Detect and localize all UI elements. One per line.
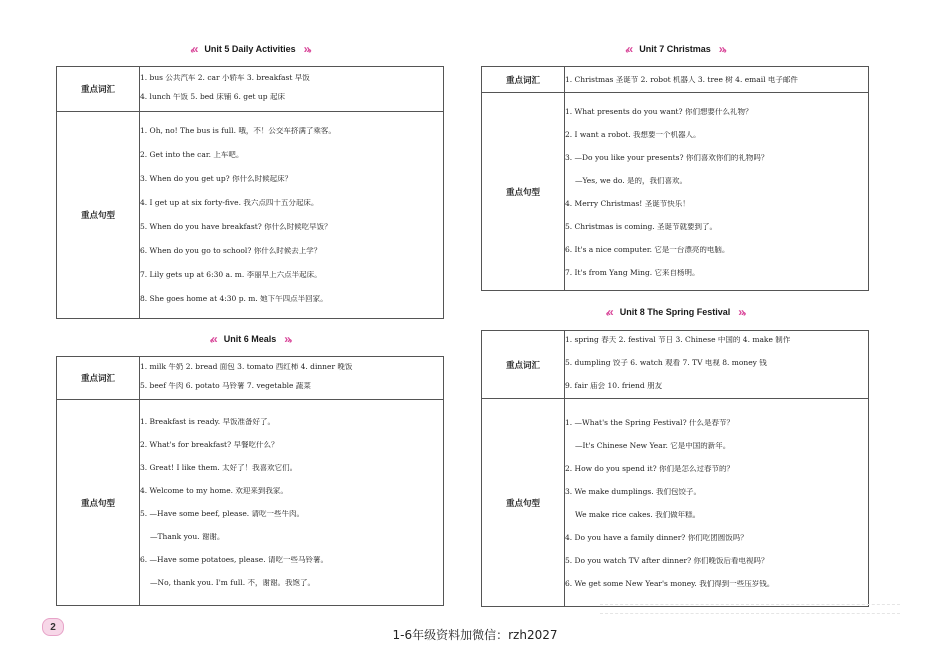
sentence-line: 6. When do you go to school? 你什么时候去上学？ [140,247,322,255]
page-number-badge: 2 [42,618,64,636]
double-chevron-left-icon: ‹‹« [605,305,612,319]
sentence-line: —No, thank you. I'm full. 不，谢谢。我饱了。 [150,579,315,587]
unit7-sentence-label: 重点句型 [482,93,565,291]
double-chevron-left-icon: ‹‹« [190,42,197,56]
unit5-vocab-cell [140,67,444,112]
sentence-line: We make rice cakes. 我们做年糕。 [575,511,701,519]
sentence-line: 2. What's for breakfast? 早餐吃什么？ [140,441,279,449]
unit8-vocab-row [482,331,869,399]
sentence-line: 2. How do you spend it? 你们是怎么过春节的？ [565,465,734,473]
unit6-vocab-row [57,357,444,400]
sentence-line: 8. She goes home at 4:30 p. m. 她下午四点半回家。 [140,295,328,303]
unit8-vocab-cell [565,331,869,399]
unit5-sentence-label: 重点句型 [57,112,140,319]
vocab-line: 5. beef 牛肉 6. potato 马铃薯 7. vegetable 蔬菜 [140,381,311,390]
unit6-table [56,356,444,606]
sentence-line: 1. —What's the Spring Festival? 什么是春节？ [565,419,734,427]
sentence-line: 6. —Have some potatoes, please. 请吃一些马铃薯。 [140,556,328,564]
double-chevron-right-icon: »›› [303,42,310,56]
unit5-table [56,66,444,319]
sentence-line: 5. Do you watch TV after dinner? 你们晚饭后看电视吗？ [565,557,769,565]
sentence-line: 2. Get into the car. 上车吧。 [140,151,244,159]
sentence-line: 1. Breakfast is ready. 早饭准备好了。 [140,418,276,426]
vocab-line: 1. bus 公共汽车 2. car 小轿车 3. breakfast 早饭 [140,73,310,82]
unit8-table [481,330,869,607]
footer-note: 1-6年级资料加微信：rzh2027 [392,628,558,642]
sentence-line: 7. Lily gets up at 6:30 a. m. 李丽早上六点半起床。 [140,271,322,279]
unit8-sentence-cell [565,399,869,607]
sentence-line: 5. When do you have breakfast? 你什么时候吃早饭？ [140,223,332,231]
decorative-divider [600,604,900,614]
vocab-line: 1. Christmas 圣诞节 2. robot 机器人 3. tree 树 4. email 电子邮件 [565,75,798,84]
double-chevron-left-icon: ‹‹« [625,42,632,56]
sentence-line: 4. I get up at six forty-five. 我六点四十五分起床。 [140,199,319,207]
sentence-line: 7. It's from Yang Ming. 它来自杨明。 [565,269,700,277]
sentence-line: 6. We get some New Year's money. 我们得到一些压岁钱。 [565,580,775,588]
sentence-line: 1. Oh, no! The bus is full. 哦，不！公交车挤满了乘客。 [140,127,336,135]
unit7-title [481,42,869,56]
unit8-title-text: Unit 8 The Spring Festival [619,307,731,317]
unit5-title [56,42,444,56]
sentence-line: 3. When do you get up? 你什么时候起床？ [140,175,293,183]
vocab-line: 9. fair 庙会 10. friend 朋友 [565,381,663,390]
unit7-sentence-row [482,93,869,291]
unit6-vocab-label: 重点词汇 [57,357,140,400]
unit6-vocab-cell [140,357,444,400]
sentence-line: —It's Chinese New Year. 它是中国的新年。 [575,442,731,450]
unit8-sentence-label: 重点句型 [482,399,565,607]
unit7-sentence-cell [565,93,869,291]
unit8-sentence-row [482,399,869,607]
unit6-title-text: Unit 6 Meals [223,334,277,344]
unit7-vocab-row [482,67,869,93]
sentence-line: 5. Christmas is coming. 圣诞节就要到了。 [565,223,718,231]
unit5-sentence-row [57,112,444,319]
unit7-vocab-cell [565,67,869,93]
sentence-line: —Yes, we do. 是的，我们喜欢。 [575,177,688,185]
unit6-sentence-cell [140,400,444,606]
unit6-title [56,332,444,346]
double-chevron-right-icon: »›› [284,332,291,346]
unit5-vocab-label: 重点词汇 [57,67,140,112]
unit5-sentence-cell [140,112,444,319]
vocab-line: 4. lunch 午饭 5. bed 床铺 6. get up 起床 [140,92,285,101]
unit7-table [481,66,869,291]
double-chevron-left-icon: ‹‹« [209,332,216,346]
sentence-line: 2. I want a robot. 我想要一个机器人。 [565,131,701,139]
unit7-title-text: Unit 7 Christmas [639,44,711,54]
vocab-line: 1. milk 牛奶 2. bread 面包 3. tomato 西红柿 4. dinner 晚饭 [140,362,353,371]
unit6-sentence-label: 重点句型 [57,400,140,606]
sentence-line: 3. Great! I like them. 太好了！我喜欢它们。 [140,464,298,472]
sentence-line: 5. —Have some beef, please. 请吃一些牛肉。 [140,510,305,518]
sentence-line: 4. Do you have a family dinner? 你们吃团圆饭吗？ [565,534,748,542]
vocab-line: 1. spring 春天 2. festival 节日 3. Chinese 中国的 4. make 制作 [565,335,791,344]
vocab-line: 5. dumpling 饺子 6. watch 观看 7. TV 电视 8. money 钱 [565,358,767,367]
double-chevron-right-icon: »›› [738,305,745,319]
unit5-vocab-row [57,67,444,112]
sentence-line: 3. —Do you like your presents? 你们喜欢你们的礼物吗？ [565,154,769,162]
sentence-line: 6. It's a nice computer. 它是一台漂亮的电脑。 [565,246,730,254]
sentence-line: 4. Merry Christmas! 圣诞节快乐！ [565,200,690,208]
unit5-title-text: Unit 5 Daily Activities [204,44,296,54]
unit7-vocab-label: 重点词汇 [482,67,565,93]
double-chevron-right-icon: »›› [718,42,725,56]
unit6-sentence-row [57,400,444,606]
sentence-line: —Thank you. 谢谢。 [150,533,225,541]
sentence-line: 3. We make dumplings. 我们包饺子。 [565,488,701,496]
unit8-vocab-label: 重点词汇 [482,331,565,399]
sentence-line: 1. What presents do you want? 你们想要什么礼物？ [565,108,753,116]
unit8-title [481,305,869,319]
sentence-line: 4. Welcome to my home. 欢迎来到我家。 [140,487,288,495]
